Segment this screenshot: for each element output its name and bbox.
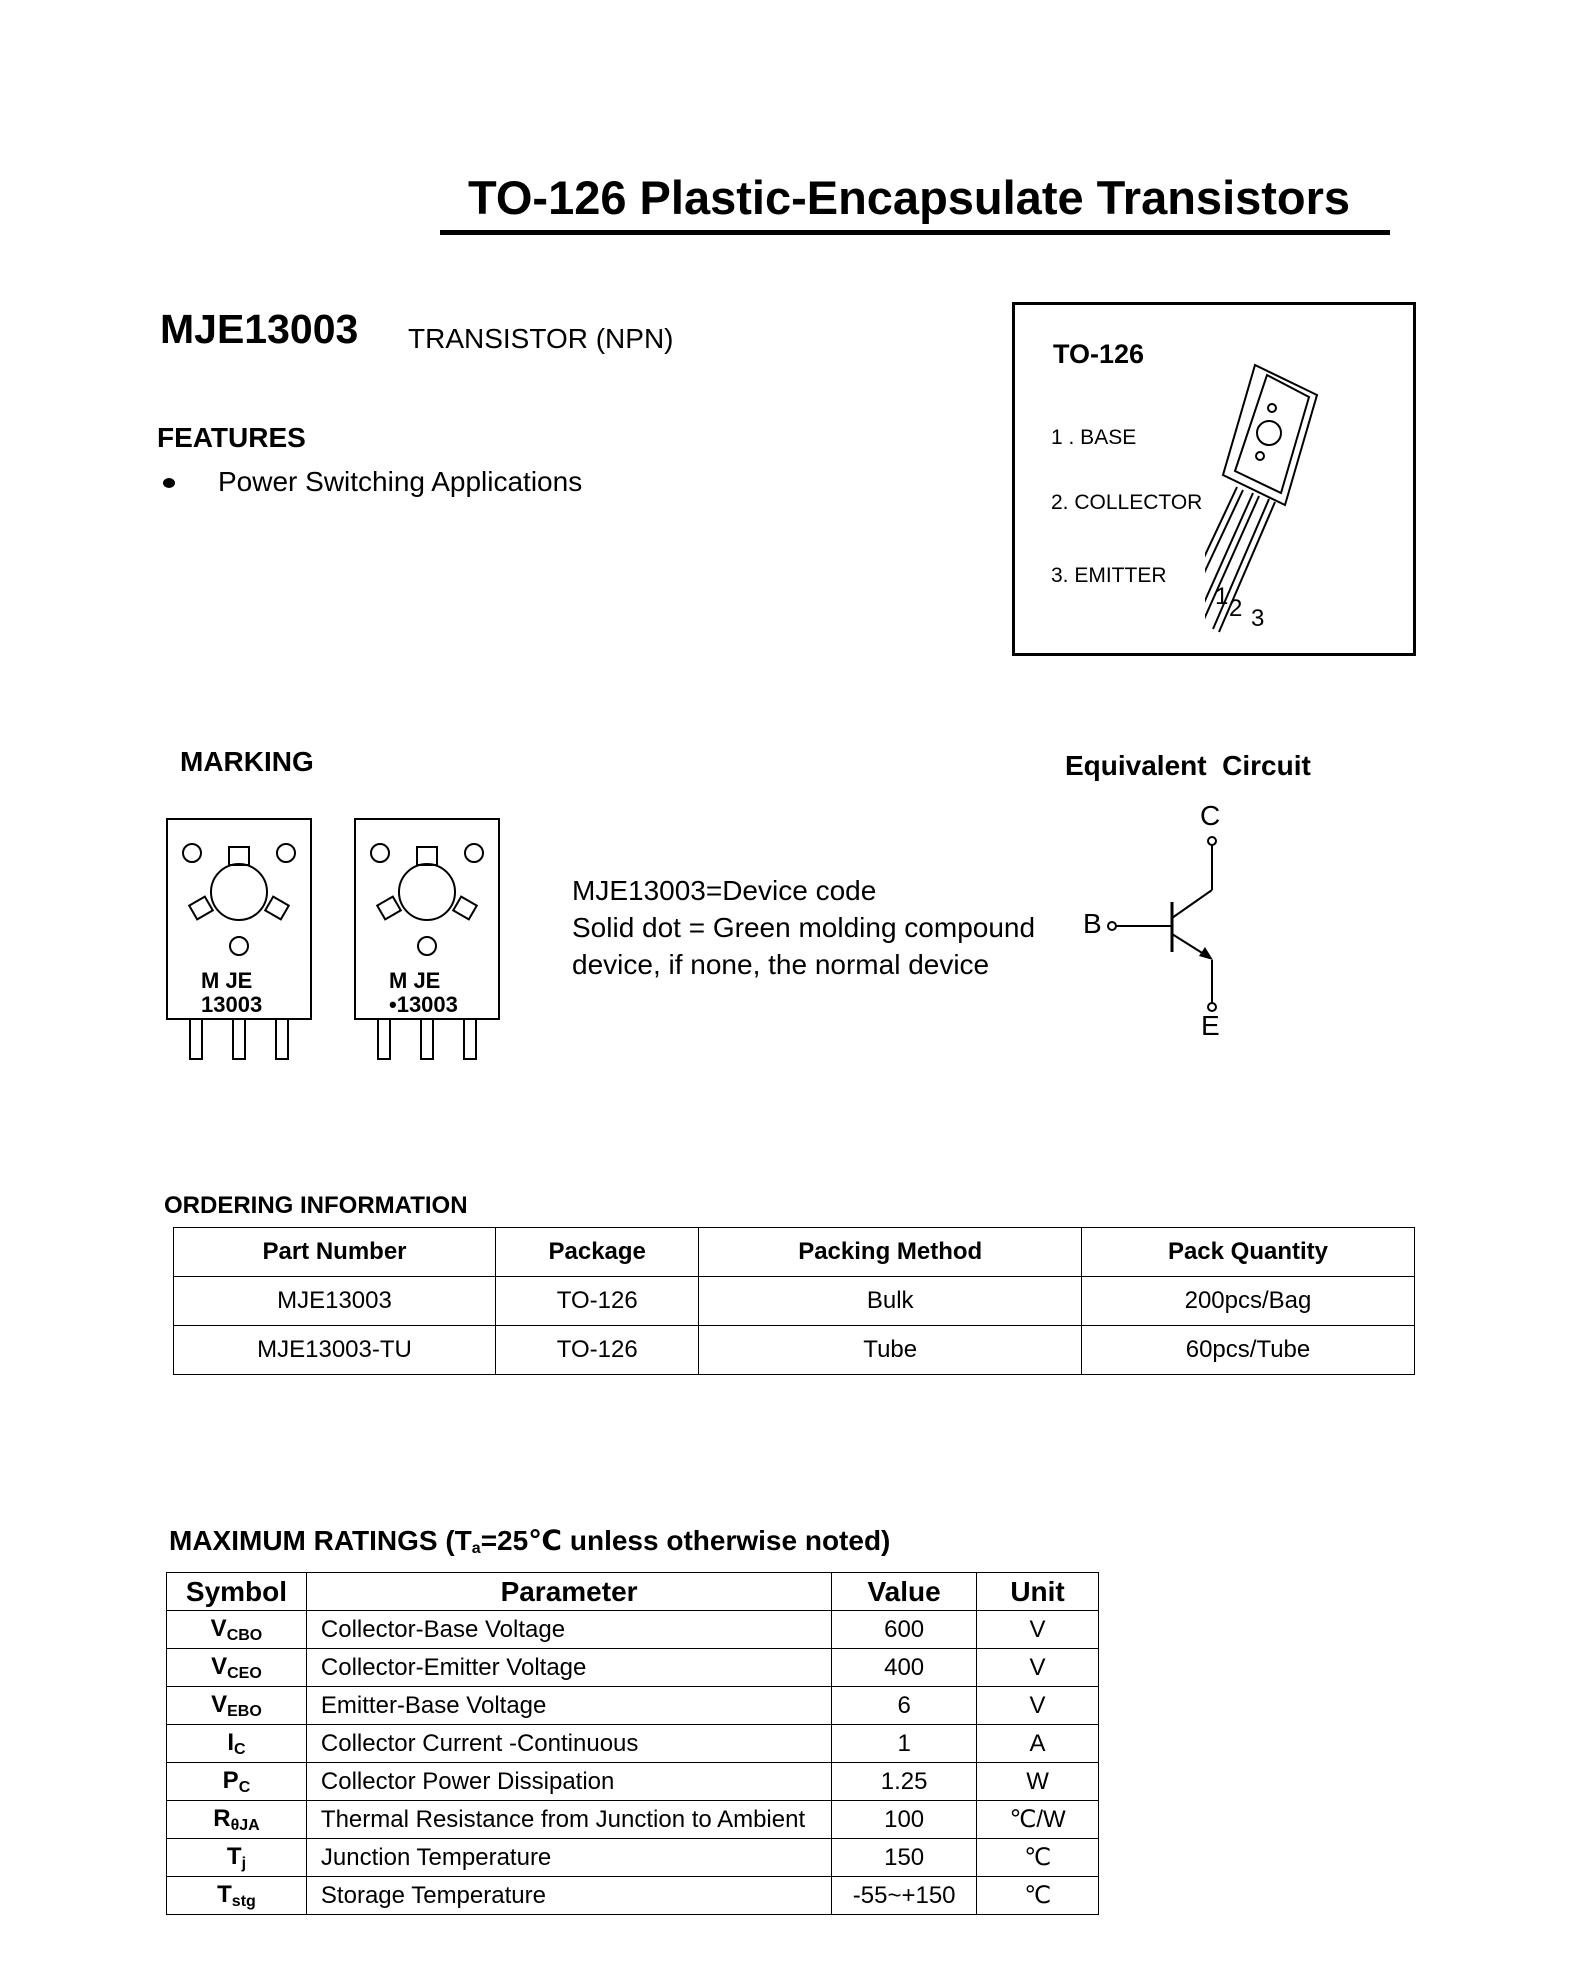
value-cell: 1 <box>832 1725 977 1763</box>
feature-item: Power Switching Applications <box>218 466 583 497</box>
pin-number: 3 <box>1251 605 1265 632</box>
symbol: T <box>217 1880 232 1908</box>
unit-cell: ℃/W <box>977 1801 1099 1839</box>
value-cell: 600 <box>832 1611 977 1649</box>
column-header: Parameter <box>306 1573 831 1611</box>
bullet-icon <box>163 478 175 488</box>
symbol-subscript: stg <box>231 1892 256 1910</box>
table-row <box>174 1277 1415 1326</box>
symbol: R <box>213 1804 231 1832</box>
symbol-cell <box>167 1877 307 1915</box>
table-row <box>167 1763 1099 1801</box>
table-cell: 60pcs/Tube <box>1081 1326 1414 1375</box>
table-row <box>167 1687 1099 1725</box>
unit-cell: V <box>977 1687 1099 1725</box>
part-number: MJE13003 <box>160 306 359 352</box>
symbol: V <box>211 1690 228 1718</box>
chip-marking-line1: M JE <box>389 968 441 993</box>
table-row <box>167 1725 1099 1763</box>
ordering-heading: ORDERING INFORMATION <box>164 1192 468 1219</box>
symbol: T <box>226 1842 242 1870</box>
package-box <box>1012 302 1416 656</box>
table-row <box>167 1839 1099 1877</box>
symbol: P <box>222 1766 239 1794</box>
column-header: Value <box>832 1573 977 1611</box>
table-cell: TO-126 <box>495 1326 698 1375</box>
value-cell: 1.25 <box>832 1763 977 1801</box>
value-cell: -55~+150 <box>832 1877 977 1915</box>
unit-cell: ℃ <box>977 1839 1099 1877</box>
chip-marking-line2: 13003 <box>201 992 263 1017</box>
table-cell: 200pcs/Bag <box>1081 1277 1414 1326</box>
symbol-cell <box>167 1725 307 1763</box>
heading-subscript: a <box>471 1540 481 1557</box>
unit-cell: A <box>977 1725 1099 1763</box>
marking-description <box>572 872 1035 983</box>
table-cell: Tube <box>699 1326 1082 1375</box>
column-header: Symbol <box>167 1573 307 1611</box>
parameter-cell: Thermal Resistance from Junction to Ambient <box>306 1801 831 1839</box>
symbol-subscript: C <box>234 1740 246 1758</box>
symbol-cell <box>167 1687 307 1725</box>
symbol-subscript: j <box>241 1854 247 1872</box>
title-underline <box>440 230 1390 235</box>
value-cell: 6 <box>832 1687 977 1725</box>
table-row <box>167 1877 1099 1915</box>
parameter-cell: Junction Temperature <box>306 1839 831 1877</box>
symbol-cell <box>167 1763 307 1801</box>
parameter-cell: Collector Current -Continuous <box>306 1725 831 1763</box>
column-header: Pack Quantity <box>1081 1228 1414 1277</box>
npn-circuit <box>1082 800 1242 1050</box>
page-title: TO-126 Plastic-Encapsulate Transistors <box>468 171 1351 224</box>
part-type: TRANSISTOR (NPN) <box>408 323 674 354</box>
base-label: B <box>1083 908 1102 939</box>
equivalent-circuit-heading: Equivalent Circuit <box>1065 750 1311 781</box>
emitter-label: E <box>1201 1010 1220 1041</box>
column-header: Packing Method <box>699 1228 1082 1277</box>
symbol-cell <box>167 1611 307 1649</box>
parameter-cell: Storage Temperature <box>306 1877 831 1915</box>
table-row <box>167 1649 1099 1687</box>
heading-text: MAXIMUM RATINGS (T <box>169 1525 472 1556</box>
parameter-cell: Collector-Emitter Voltage <box>306 1649 831 1687</box>
chip-marking-line1: M JE <box>201 968 253 993</box>
symbol-cell <box>167 1649 307 1687</box>
column-header: Package <box>495 1228 698 1277</box>
table-header-row <box>174 1228 1415 1277</box>
parameter-cell: Collector Power Dissipation <box>306 1763 831 1801</box>
marking-chip-green <box>354 818 500 1018</box>
pin-label: 1 . BASE <box>1051 426 1137 449</box>
symbol-subscript: C <box>238 1778 251 1796</box>
symbol-subscript: θJA <box>230 1816 260 1834</box>
table-cell: TO-126 <box>495 1277 698 1326</box>
features-heading: FEATURES <box>157 422 306 453</box>
unit-cell: W <box>977 1763 1099 1801</box>
table-row <box>167 1611 1099 1649</box>
symbol: V <box>211 1652 228 1680</box>
marking-heading: MARKING <box>180 746 314 777</box>
column-header: Part Number <box>174 1228 496 1277</box>
marking-chip-outline-icon <box>166 818 316 1063</box>
table-cell: MJE13003 <box>174 1277 496 1326</box>
symbol: V <box>210 1614 227 1642</box>
symbol-cell <box>167 1839 307 1877</box>
pin-number: 1 <box>1215 583 1229 610</box>
desc-line: Solid dot = Green molding compound <box>572 912 1036 943</box>
symbol-subscript: EBO <box>227 1702 262 1720</box>
value-cell: 100 <box>832 1801 977 1839</box>
parameter-cell: Emitter-Base Voltage <box>306 1687 831 1725</box>
column-header: Unit <box>977 1573 1099 1611</box>
max-ratings-heading <box>169 1524 890 1558</box>
desc-line: device, if none, the normal device <box>572 949 990 980</box>
table-cell: MJE13003-TU <box>174 1326 496 1375</box>
table-header-row <box>167 1573 1099 1611</box>
symbol-subscript: CBO <box>226 1626 263 1644</box>
parameter-cell: Collector-Base Voltage <box>306 1611 831 1649</box>
value-cell: 150 <box>832 1839 977 1877</box>
collector-label: C <box>1200 800 1221 831</box>
chip-marking-line2: •13003 <box>389 992 458 1017</box>
symbol-cell <box>167 1801 307 1839</box>
symbol-subscript: CEO <box>227 1664 262 1682</box>
table-row <box>174 1326 1415 1375</box>
table-cell: Bulk <box>699 1277 1082 1326</box>
ordering-table <box>173 1227 1415 1375</box>
to126-package-icon <box>1205 355 1405 635</box>
pin-number: 2 <box>1229 595 1243 622</box>
desc-line: MJE13003=Device code <box>572 875 877 906</box>
pin-label: 3. EMITTER <box>1051 564 1167 587</box>
marking-chip-normal <box>166 818 312 1018</box>
pin-label: 2. COLLECTOR <box>1051 491 1203 514</box>
heading-text: =25℃ unless otherwise noted) <box>480 1525 891 1556</box>
value-cell: 400 <box>832 1649 977 1687</box>
max-ratings-table <box>166 1572 1099 1915</box>
unit-cell: V <box>977 1649 1099 1687</box>
package-title: TO-126 <box>1053 339 1145 369</box>
unit-cell: ℃ <box>977 1877 1099 1915</box>
table-row <box>167 1801 1099 1839</box>
unit-cell: V <box>977 1611 1099 1649</box>
symbol: I <box>227 1728 235 1756</box>
marking-chip-outline-icon <box>354 818 504 1063</box>
